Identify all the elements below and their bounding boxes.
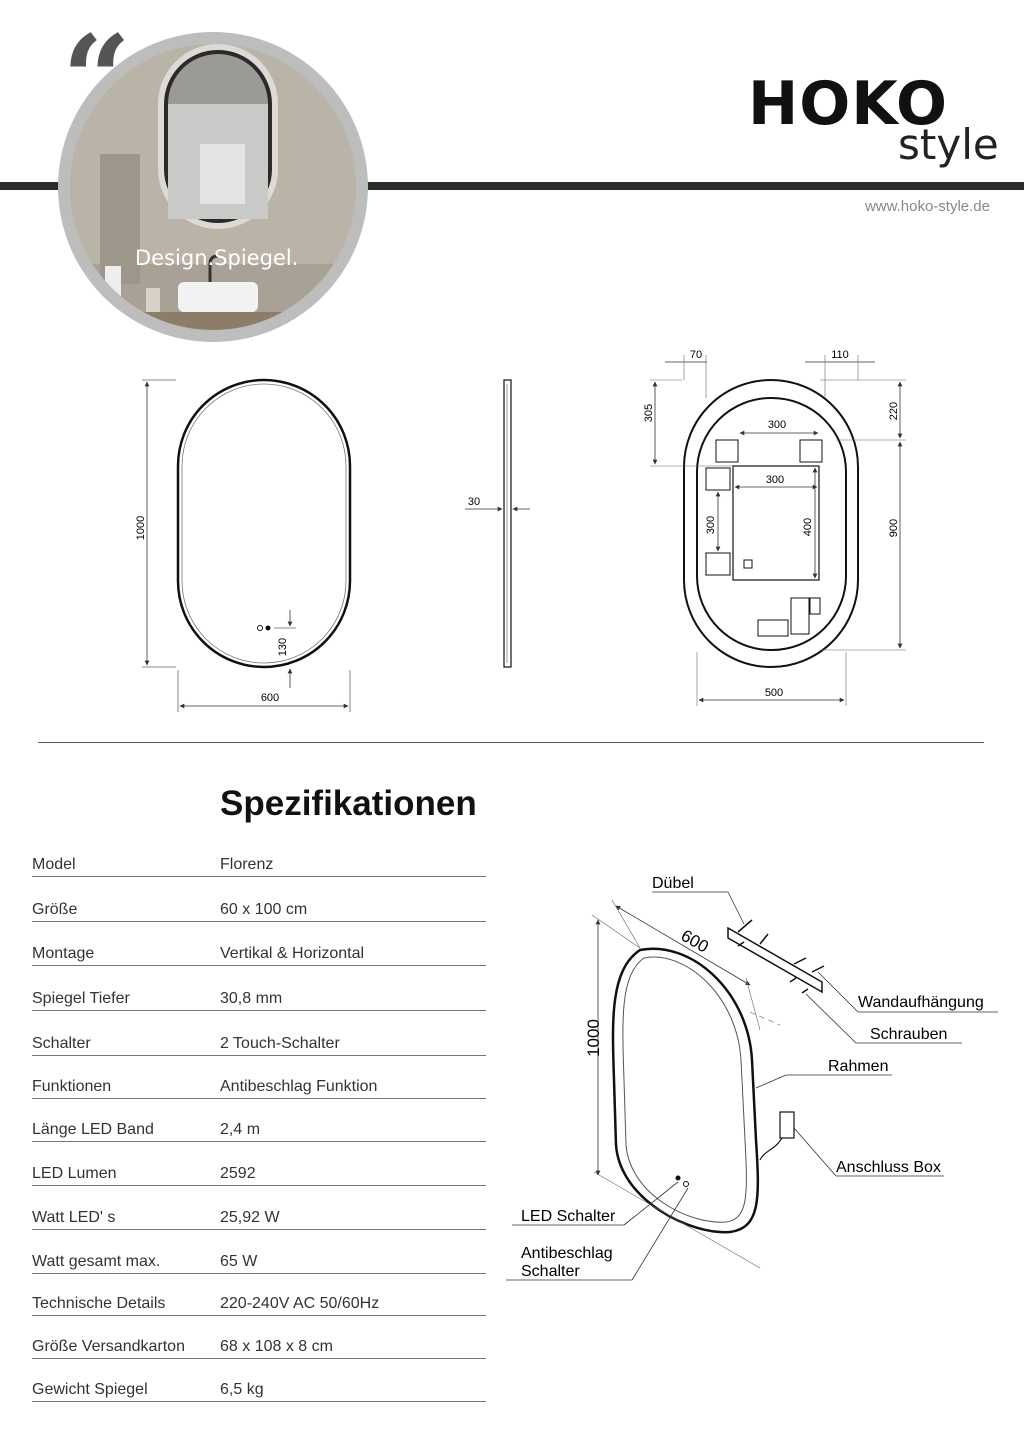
spec-label: LED Lumen	[32, 1165, 117, 1182]
label-wandaufhaengung: Wandaufhängung	[858, 994, 984, 1011]
connection-box-illustration	[760, 1112, 794, 1160]
front-height-label: 1000	[135, 515, 147, 541]
back-dim-305: 305	[643, 403, 655, 423]
back-dim-300-top: 300	[767, 419, 787, 431]
label-duebel: Dübel	[652, 875, 694, 892]
spec-label: Schalter	[32, 1035, 91, 1052]
back-dim-300-mid: 300	[765, 474, 785, 486]
back-dim-300-left: 300	[705, 515, 717, 535]
isometric-drawing	[495, 860, 1015, 1300]
front-width-label: 600	[260, 692, 280, 704]
spec-row-model	[32, 854, 486, 877]
back-dim-220: 220	[888, 401, 900, 421]
spec-row-karton	[32, 1336, 486, 1359]
spec-row-tiefe	[32, 988, 486, 1011]
section-divider	[38, 742, 984, 743]
spec-label: Größe Versandkarton	[32, 1338, 185, 1355]
spec-row-schalter	[32, 1033, 486, 1056]
spec-value: Vertikal & Horizontal	[220, 945, 365, 962]
back-dim-70: 70	[689, 349, 703, 361]
spec-row-technik	[32, 1293, 486, 1316]
spec-value: Florenz	[220, 856, 274, 873]
technical-drawings	[0, 340, 1024, 720]
wall-bracket-illustration	[728, 920, 824, 993]
spec-label: Model	[32, 856, 76, 873]
spec-row-montage	[32, 943, 486, 966]
quote-mark-icon: “	[62, 9, 132, 150]
spec-value: 25,92 W	[220, 1209, 280, 1226]
spec-label: Spiegel Tiefer	[32, 990, 130, 1007]
spec-row-watt-led	[32, 1207, 486, 1230]
spec-value: 2592	[220, 1165, 256, 1182]
spec-value: 30,8 mm	[220, 990, 283, 1007]
spec-value: 68 x 108 x 8 cm	[220, 1338, 333, 1355]
website-url: www.hoko-style.de	[864, 198, 990, 215]
spec-row-gewicht	[32, 1379, 486, 1402]
front-view-drawing	[135, 380, 350, 712]
front-switch-offset-label: 130	[277, 637, 289, 657]
spec-label: Funktionen	[32, 1078, 112, 1095]
spec-label: Größe	[32, 901, 78, 918]
mirror-isometric	[613, 949, 758, 1232]
label-anschluss-box: Anschluss Box	[836, 1159, 941, 1176]
spec-row-watt-gesamt	[32, 1251, 486, 1274]
back-dim-400: 400	[802, 517, 814, 537]
spec-row-lumen	[32, 1163, 486, 1186]
spec-label: Technische Details	[32, 1295, 166, 1312]
label-led-schalter: LED Schalter	[521, 1208, 616, 1225]
spec-label: Watt gesamt max.	[32, 1253, 161, 1270]
label-antibeschlag-1: Antibeschlag	[521, 1245, 613, 1262]
hero-caption: Design.Spiegel.	[135, 246, 299, 270]
brand-logo-sub: style	[898, 120, 999, 169]
iso-height-label: 1000	[584, 1019, 603, 1057]
spec-value: 6,5 kg	[220, 1381, 264, 1398]
iso-width-label: 600	[677, 925, 712, 957]
spec-value: 220-240V AC 50/60Hz	[220, 1295, 380, 1312]
spec-value: 2,4 m	[220, 1121, 261, 1138]
spec-label: Montage	[32, 945, 95, 962]
header-bar-right	[360, 182, 1024, 190]
spec-row-funktionen	[32, 1076, 486, 1099]
back-dim-900: 900	[888, 518, 900, 538]
label-antibeschlag-2: Schalter	[521, 1263, 580, 1280]
spec-row-led-band	[32, 1119, 486, 1142]
spec-value: 2 Touch-Schalter	[220, 1035, 340, 1052]
spec-title: Spezifikationen	[220, 784, 477, 823]
side-depth-label: 30	[467, 496, 481, 508]
spec-label: Watt LED' s	[32, 1209, 116, 1226]
back-dim-500: 500	[764, 687, 784, 699]
label-schrauben: Schrauben	[870, 1026, 948, 1043]
label-rahmen: Rahmen	[828, 1058, 889, 1075]
back-dim-110: 110	[831, 349, 849, 361]
brand-logo: HOKO	[748, 69, 949, 139]
spec-value: Antibeschlag Funktion	[220, 1078, 378, 1095]
spec-row-groesse	[32, 899, 486, 922]
spec-label: Länge LED Band	[32, 1121, 154, 1138]
spec-label: Gewicht Spiegel	[32, 1381, 148, 1398]
spec-value: 65 W	[220, 1253, 258, 1270]
side-view-drawing	[465, 380, 530, 667]
spec-value: 60 x 100 cm	[220, 901, 308, 918]
back-view-drawing	[643, 349, 906, 706]
